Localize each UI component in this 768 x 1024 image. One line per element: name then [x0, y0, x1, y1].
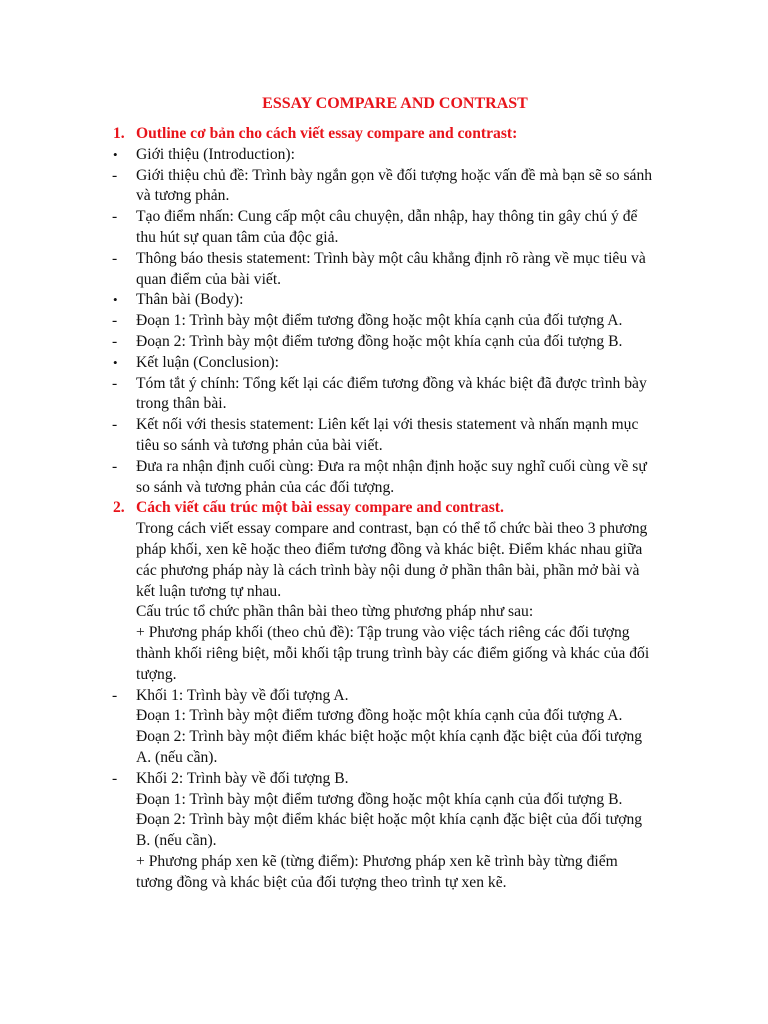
- bullet-marker: •: [113, 354, 118, 370]
- text-line: trong thân bài.: [136, 395, 227, 413]
- list-item: [0, 290, 768, 311]
- text-line: Thân bài (Body):: [136, 291, 244, 309]
- section-2-number: 2.: [113, 499, 125, 517]
- section-1-heading-text: Outline cơ bản cho cách viết essay compare and contrast:: [136, 125, 518, 142]
- text-line: Thông báo thesis statement: Trình bày một câu khẳng định rõ ràng về mục tiêu và: [136, 249, 646, 267]
- list-item: [0, 353, 768, 374]
- list-item: [0, 145, 768, 166]
- dash-marker: -: [112, 457, 118, 475]
- text-line: so sánh và tương phản của các đối tượng.: [136, 478, 395, 496]
- text-line: Đưa ra nhận định cuối cùng: Đưa ra một nhận định hoặc suy nghĩ cuối cùng về sự: [136, 457, 647, 475]
- text-line: Đoạn 1: Trình bày một điểm tương đồng hoặc một khía cạnh của đối tượng B.: [136, 790, 623, 808]
- text-line: và tương phản.: [136, 187, 230, 205]
- list-item: [0, 415, 768, 457]
- text-line: A. (nếu cần).: [136, 748, 218, 766]
- dash-marker: -: [112, 686, 118, 704]
- text-line: thu hút sự quan tâm của độc giả.: [136, 228, 339, 246]
- dash-marker: -: [112, 374, 118, 392]
- section-2-heading: [0, 498, 768, 519]
- text-line: Giới thiệu chủ đề: Trình bày ngắn gọn về đối tượng hoặc vấn đề mà bạn sẽ so sánh: [136, 166, 653, 184]
- section-1-heading: [0, 124, 768, 145]
- section-2-list: [0, 519, 768, 893]
- text-line: Khối 1: Trình bày về đối tượng A.: [136, 686, 349, 704]
- list-item: [0, 769, 768, 894]
- text-line: các phương pháp này là cách trình bày nội dung ở phần thân bài, phần mở bài và: [136, 561, 640, 579]
- text-line: pháp khối, xen kẽ hoặc theo điểm tương đồng và khác biệt. Điểm khác nhau giữa: [136, 540, 643, 558]
- list-item: [0, 374, 768, 416]
- list-item: [0, 249, 768, 291]
- section-2-heading-text: Cách viết cấu trúc một bài essay compare and contrast.: [136, 499, 504, 517]
- list-item: [0, 519, 768, 685]
- text-line: Đoạn 2: Trình bày một điểm khác biệt hoặc một khía cạnh đặc biệt của đối tượng: [136, 811, 643, 829]
- text-line: quan điểm của bài viết.: [136, 270, 282, 288]
- text-line: kết luận tương tự nhau.: [136, 582, 282, 600]
- bullet-marker: •: [113, 292, 118, 308]
- dash-marker: -: [112, 332, 118, 350]
- text-line: Kết luận (Conclusion):: [136, 353, 279, 371]
- list-item: [0, 686, 768, 769]
- list-item: [0, 166, 768, 208]
- dash-marker: -: [112, 416, 118, 434]
- text-line: thành khối riêng biệt, mỗi khối tập trung trình bày các điểm giống và khác của đối: [136, 644, 650, 662]
- list-item: [0, 207, 768, 249]
- document-title: ESSAY COMPARE AND CONTRAST: [262, 95, 528, 112]
- text-line: Đoạn 1: Trình bày một điểm tương đồng hoặc một khía cạnh của đối tượng A.: [136, 707, 623, 725]
- dash-marker: -: [112, 166, 118, 184]
- list-item: [0, 332, 768, 353]
- text-line: Đoạn 2: Trình bày một điểm khác biệt hoặc một khía cạnh đặc biệt của đối tượng: [136, 728, 643, 746]
- bullet-marker: •: [113, 146, 118, 162]
- text-line: Đoạn 1: Trình bày một điểm tương đồng hoặc một khía cạnh của đối tượng A.: [136, 312, 623, 330]
- dash-marker: -: [112, 249, 118, 267]
- text-line: B. (nếu cần).: [136, 832, 217, 850]
- text-line: Cấu trúc tổ chức phần thân bài theo từng phương pháp như sau:: [136, 603, 534, 621]
- text-line: Khối 2: Trình bày về đối tượng B.: [136, 769, 349, 787]
- text-line: + Phương pháp khối (theo chủ đề): Tập trung vào việc tách riêng các đối tượng: [136, 624, 630, 642]
- dash-marker: -: [112, 769, 118, 787]
- text-line: Trong cách viết essay compare and contrast, bạn có thể tổ chức bài theo 3 phương: [136, 520, 648, 538]
- text-line: Tạo điểm nhấn: Cung cấp một câu chuyện, dẫn nhập, hay thông tin gây chú ý để: [136, 208, 638, 226]
- section-1-number: 1.: [113, 125, 125, 142]
- text-line: Tóm tắt ý chính: Tổng kết lại các điểm tương đồng và khác biệt đã được trình bày: [136, 374, 647, 392]
- list-item: [0, 457, 768, 499]
- text-line: Đoạn 2: Trình bày một điểm tương đồng hoặc một khía cạnh của đối tượng B.: [136, 332, 623, 350]
- text-line: Kết nối với thesis statement: Liên kết lại với thesis statement và nhấn mạnh mục: [136, 416, 639, 434]
- text-line: tượng.: [136, 665, 177, 683]
- section-1-list: [0, 145, 768, 499]
- text-line: + Phương pháp xen kẽ (từng điểm): Phương pháp xen kẽ trình bày từng điểm: [136, 852, 618, 870]
- list-item: [0, 311, 768, 332]
- text-line: Giới thiệu (Introduction):: [136, 145, 295, 163]
- text-line: tiêu so sánh và tương phản của bài viết.: [136, 436, 383, 454]
- dash-marker: -: [112, 312, 118, 330]
- dash-marker: -: [112, 208, 118, 226]
- text-line: tương đồng và khác biệt của đối tượng theo trình tự xen kẽ.: [136, 873, 507, 891]
